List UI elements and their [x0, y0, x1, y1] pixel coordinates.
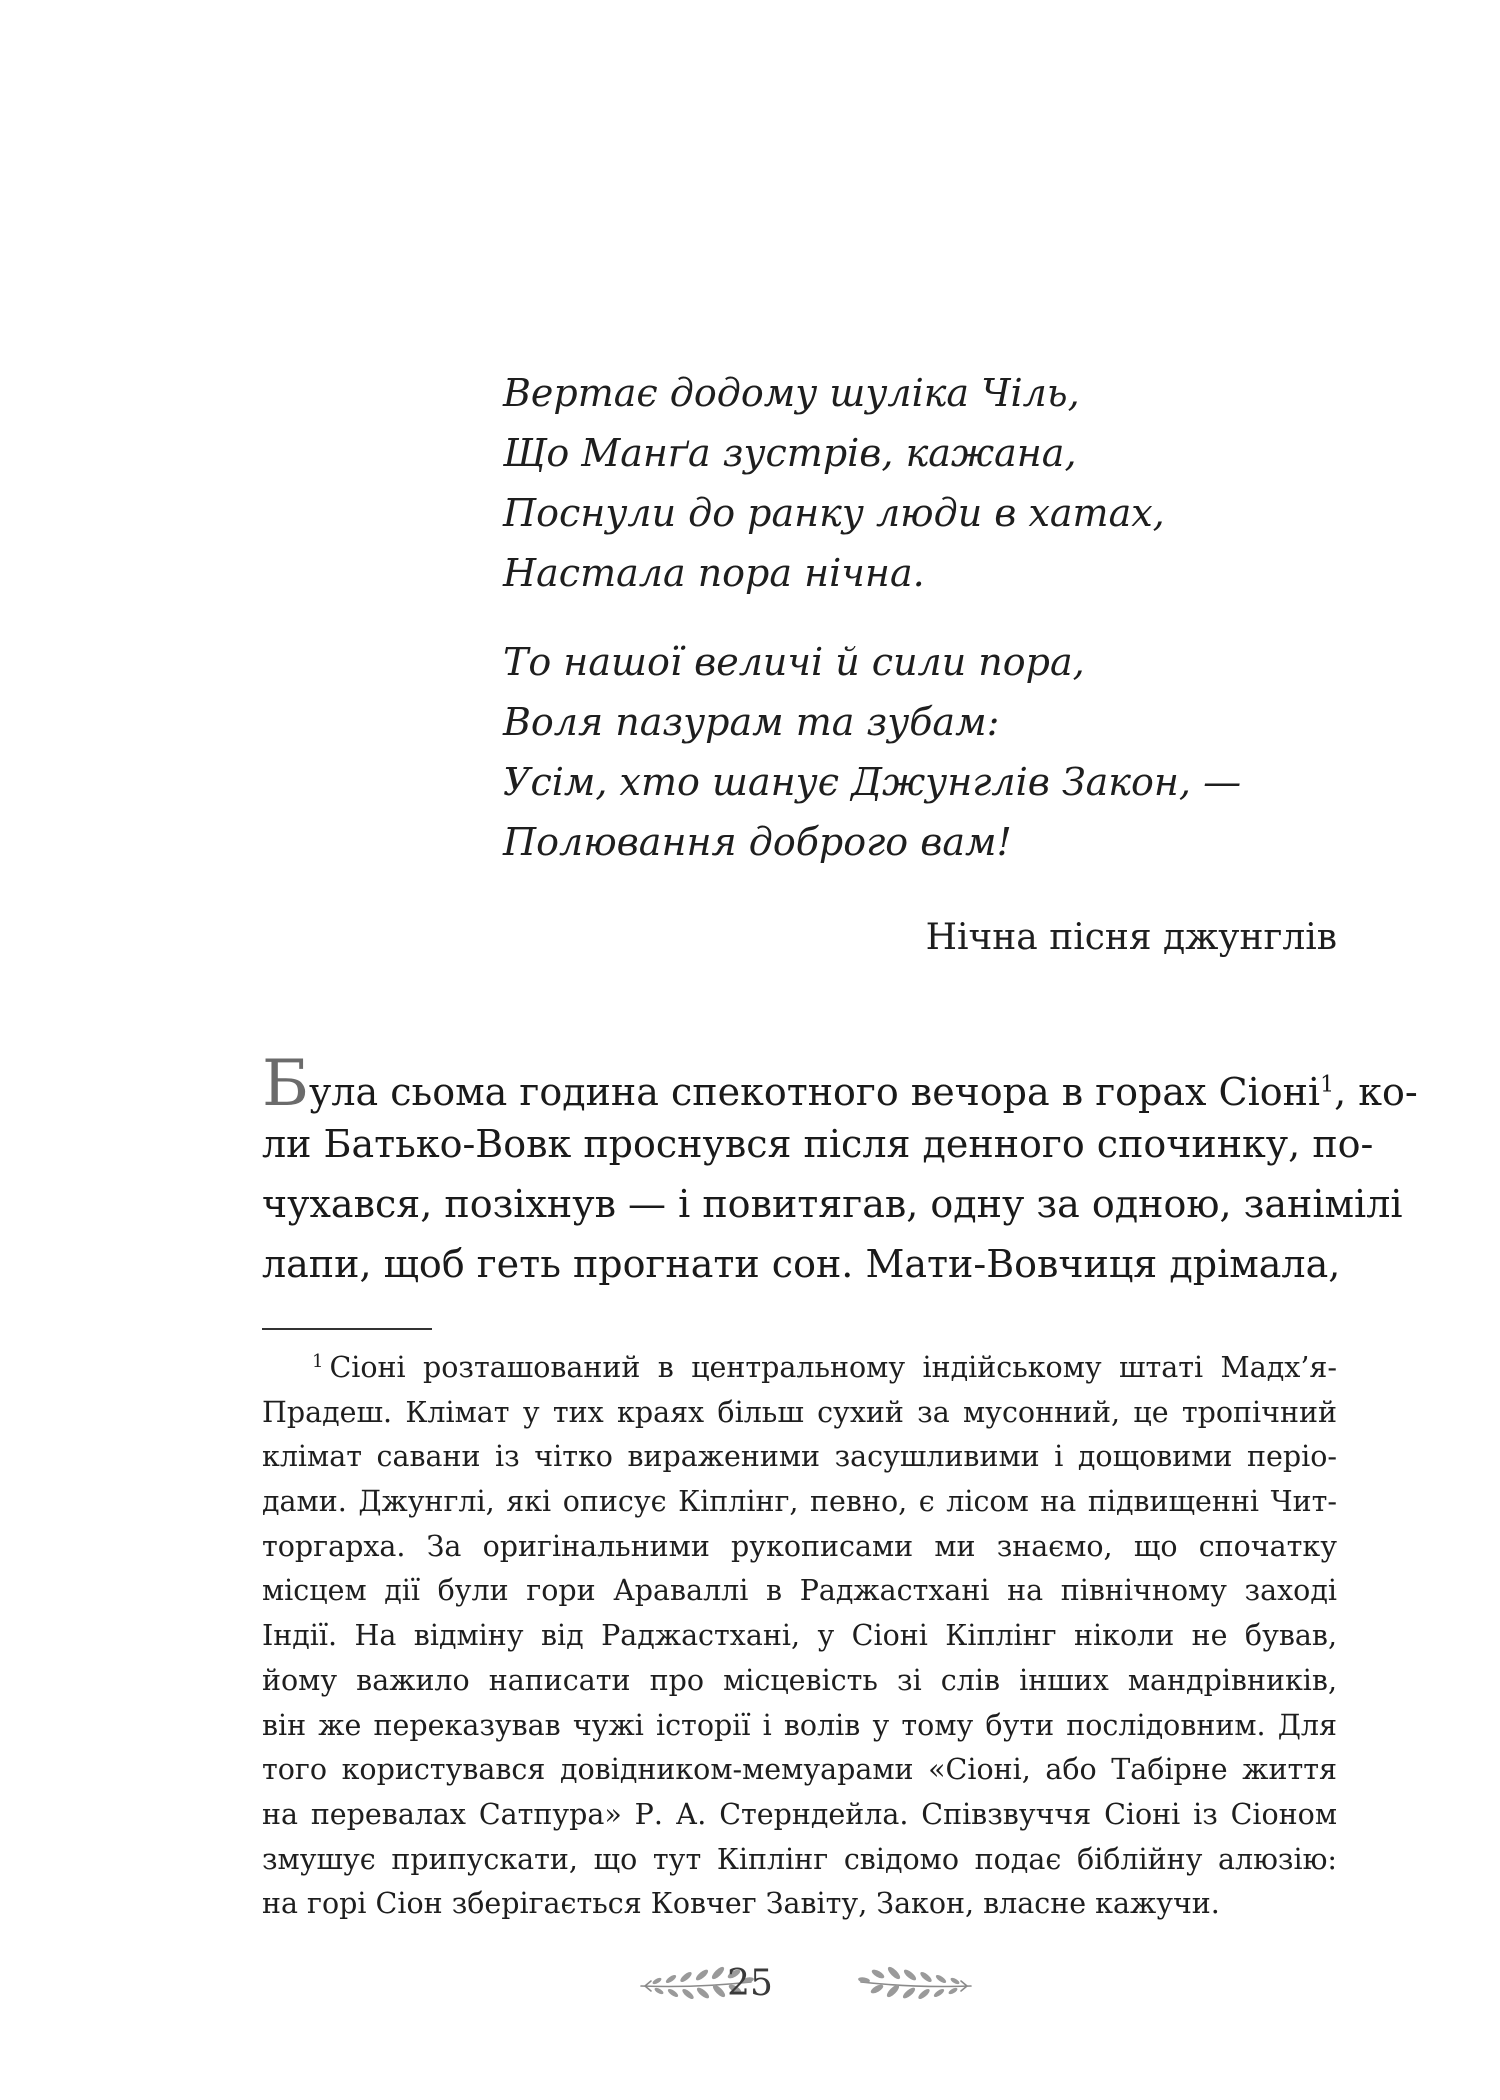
- verse-line: Усім, хто шанує Джунглів Закон, —: [503, 760, 1242, 804]
- footnote-line: йому важило написати про місцевість зі слів інших мандрівників,: [262, 1663, 1337, 1697]
- footnote-line: на перевалах Сатпура» Р. А. Стерндейла. Співзвуччя Сіоні із Сіоном: [262, 1797, 1337, 1831]
- footnote-line: [262, 1346, 1337, 1391]
- epigraph-poem: [503, 363, 1363, 872]
- footnote-line: дами. Джунглі, які описує Кіплінг, певно, є лісом на підвищенні Чит-: [262, 1485, 1337, 1519]
- footnote: [262, 1346, 1337, 1927]
- footnote-line: він же переказував чужі історії і волів у тому бути послідовним. Для: [262, 1708, 1337, 1742]
- page-number: 25: [727, 1963, 773, 2004]
- footnote-line: змушує припускати, що тут Кіплінг свідомо подає біблійну алюзію:: [262, 1842, 1337, 1876]
- poem-stanza-2: [503, 632, 1363, 872]
- footnote-line: на горі Сіон зберігається Ковчег Завіту, Закон, власне кажучи.: [262, 1887, 1220, 1921]
- footnote-marker: 1: [312, 1350, 324, 1372]
- verse-line: Вертає додому шуліка Чіль,: [503, 371, 1080, 415]
- poem-stanza-1: [503, 363, 1363, 603]
- body-line: [262, 1047, 1418, 1121]
- body-line: лапи, щоб геть прогнати сон. Мати-Вовчиця дрімала,: [262, 1242, 1341, 1286]
- verse-line: Полювання доброго вам!: [503, 820, 1012, 864]
- footnote-line: клімат савани із чітко вираженими засушливими і дощовими періо-: [262, 1440, 1337, 1474]
- body-line: ли Батько-Вовк проснувся після денного спочинку, по-: [262, 1122, 1374, 1166]
- footnote-line: Прадеш. Клімат у тих краях більш сухий за мусонний, це тропічний: [262, 1395, 1337, 1429]
- verse-line: Воля пазурам та зубам:: [503, 700, 1000, 744]
- body-line-tail: , ко-: [1334, 1070, 1418, 1114]
- page-footer: [0, 1956, 1500, 2016]
- verse-line: Поснули до ранку люди в хатах,: [503, 491, 1165, 535]
- footnote-divider: [262, 1328, 432, 1330]
- footnote-line: торгарха. За оригінальними рукописами ми знаємо, що спочатку: [262, 1529, 1337, 1563]
- poem-source: Нічна пісня джунглів: [925, 917, 1337, 958]
- verse-line: Настала пора нічна.: [503, 551, 925, 595]
- drop-cap: Б: [262, 1047, 310, 1121]
- footnote-line: Індії. На відміну від Раджастхані, у Сіоні Кіплінг ніколи не бував,: [262, 1619, 1337, 1653]
- chapter-opening-paragraph: [262, 1047, 1418, 1294]
- footnote-line-text: Сіоні розташований в центральному індійському штаті Мадх’я-: [329, 1351, 1337, 1384]
- footnote-reference[interactable]: 1: [1320, 1072, 1335, 1098]
- body-line: чухався, позіхнув — і повитягав, одну за одною, занімілі: [262, 1182, 1403, 1226]
- footnote-line: того користувався довідником-мемуарами «Сіоні, або Табірне життя: [262, 1753, 1337, 1787]
- body-line-text: ула сьома година спекотного вечора в горах Сіоні: [309, 1070, 1321, 1114]
- verse-line: Що Манґа зустрів, кажана,: [503, 431, 1077, 475]
- laurel-ornament-right-icon: [857, 1962, 975, 2006]
- verse-line: То нашої величі й сили пора,: [503, 640, 1085, 684]
- footnote-line: місцем дії були гори Араваллі в Раджастхані на північному заході: [262, 1574, 1337, 1608]
